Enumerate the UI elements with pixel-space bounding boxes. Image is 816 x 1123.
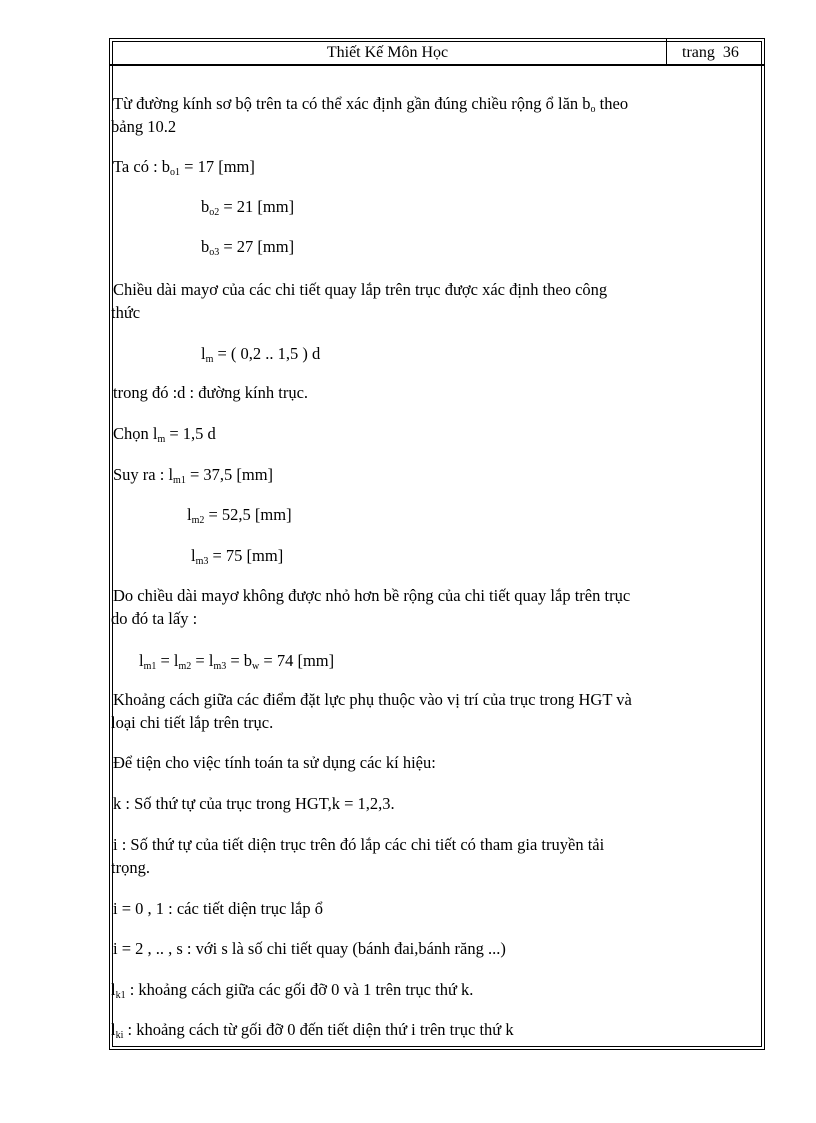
subscript: m (157, 434, 166, 445)
document-title: Thiết Kế Môn Học (109, 38, 667, 64)
text-line (191, 545, 283, 567)
text-segment: l (187, 505, 192, 524)
text-segment: trong đó :d : đường kính trục. (113, 383, 309, 402)
subscript: w (252, 661, 260, 672)
text-line (113, 898, 323, 920)
text-segment: = 74 [mm] (259, 651, 335, 670)
subscript: m1 (173, 475, 186, 486)
text-segment: l (139, 651, 144, 670)
subscript: o (590, 104, 596, 115)
text-segment: = 52,5 [mm] (204, 505, 292, 524)
text-line (111, 1019, 514, 1041)
text-segment: = 1,5 d (165, 424, 216, 443)
text-line (201, 196, 294, 218)
text-segment: = 75 [mm] (208, 546, 284, 565)
text-segment: b (201, 197, 210, 216)
text-segment: : khoảng cách giữa các gối đỡ 0 và 1 trên trục thứ k. (125, 980, 474, 999)
text-segment: = l (156, 651, 179, 670)
text-segment: l (111, 980, 116, 999)
text-segment: i : Số thứ tự của tiết diện trục trên đó lắp các chi tiết có tham gia truyền tải (113, 835, 605, 854)
text-segment: = b (226, 651, 253, 670)
text-segment: = 27 [mm] (219, 237, 295, 256)
text-segment: i = 0 , 1 : các tiết diện trục lắp ổ (113, 899, 323, 918)
text-segment: bảng 10.2 (111, 117, 177, 136)
page-number: 36 (722, 44, 739, 61)
text-segment: Chiều dài mayơ của các chi tiết quay lắp trên trục được xác định theo công (113, 280, 608, 299)
text-line (111, 116, 176, 138)
text-segment: : khoảng cách từ gối đỡ 0 đến tiết diện thứ i trên trục thứ k (123, 1020, 514, 1039)
text-line (113, 689, 632, 711)
subscript: o3 (209, 247, 220, 258)
text-line (113, 585, 630, 607)
text-line (111, 857, 150, 879)
text-line (113, 382, 308, 404)
text-segment: Để tiện cho việc tính toán ta sử dụng các kí hiệu: (113, 753, 436, 772)
page-header (109, 38, 765, 66)
text-line (113, 752, 436, 774)
text-line (113, 93, 628, 115)
text-segment: = 17 [mm] (180, 157, 255, 176)
text-segment: = 21 [mm] (219, 197, 295, 216)
text-segment: l (191, 546, 196, 565)
text-segment: Do chiều dài mayơ không được nhỏ hơn bề rộng của chi tiết quay lắp trên trục (113, 586, 631, 605)
text-line (201, 236, 294, 258)
subscript: o2 (209, 207, 220, 218)
text-segment: l (111, 1020, 116, 1039)
text-line (111, 302, 140, 324)
page-indicator (666, 38, 765, 64)
text-segment: k : Số thứ tự của trục trong HGT,k = 1,2,3. (113, 794, 395, 813)
text-segment: b (201, 237, 210, 256)
text-segment: trọng. (111, 858, 150, 877)
subscript: m2 (178, 661, 192, 672)
text-segment: theo (595, 94, 629, 113)
text-segment: = l (191, 651, 214, 670)
subscript: m2 (191, 515, 205, 526)
subscript: ki (115, 1030, 124, 1041)
subscript: o1 (170, 167, 181, 178)
text-line (113, 464, 273, 486)
text-segment: = 37,5 [mm] (185, 465, 274, 484)
subscript: k1 (115, 990, 126, 1001)
text-segment: i = 2 , .. , s : với s là số chi tiết quay (bánh đai,bánh răng ...) (113, 939, 506, 958)
text-segment: thức (111, 303, 141, 322)
subscript: m3 (195, 556, 209, 567)
page-label: trang (682, 44, 715, 61)
text-segment: l (201, 344, 206, 363)
subscript: m3 (213, 661, 227, 672)
text-segment: do đó ta lấy : (111, 609, 198, 628)
text-line (201, 343, 320, 365)
text-line (113, 834, 604, 856)
text-line (113, 793, 395, 815)
text-line (139, 650, 334, 672)
subscript: m1 (143, 661, 157, 672)
text-line (113, 156, 255, 178)
text-segment: Khoảng cách giữa các điểm đặt lực phụ thuộc vào vị trí của trục trong HGT và (113, 690, 632, 709)
text-line (111, 979, 473, 1001)
text-segment: Chọn l (113, 424, 158, 443)
text-segment: Từ đường kính sơ bộ trên ta có thể xác định gần đúng chiều rộng ổ lăn b (113, 94, 591, 113)
text-line (111, 608, 197, 630)
subscript: m (205, 354, 214, 365)
text-line (113, 938, 506, 960)
text-line (111, 712, 273, 734)
text-segment: loại chi tiết lắp trên trục. (111, 713, 274, 732)
text-line (187, 504, 292, 526)
text-segment: Ta có : b (113, 157, 171, 176)
text-line (113, 279, 607, 301)
text-line (113, 423, 216, 445)
text-segment: Suy ra : l (113, 465, 174, 484)
text-segment: = ( 0,2 .. 1,5 ) d (213, 344, 321, 363)
